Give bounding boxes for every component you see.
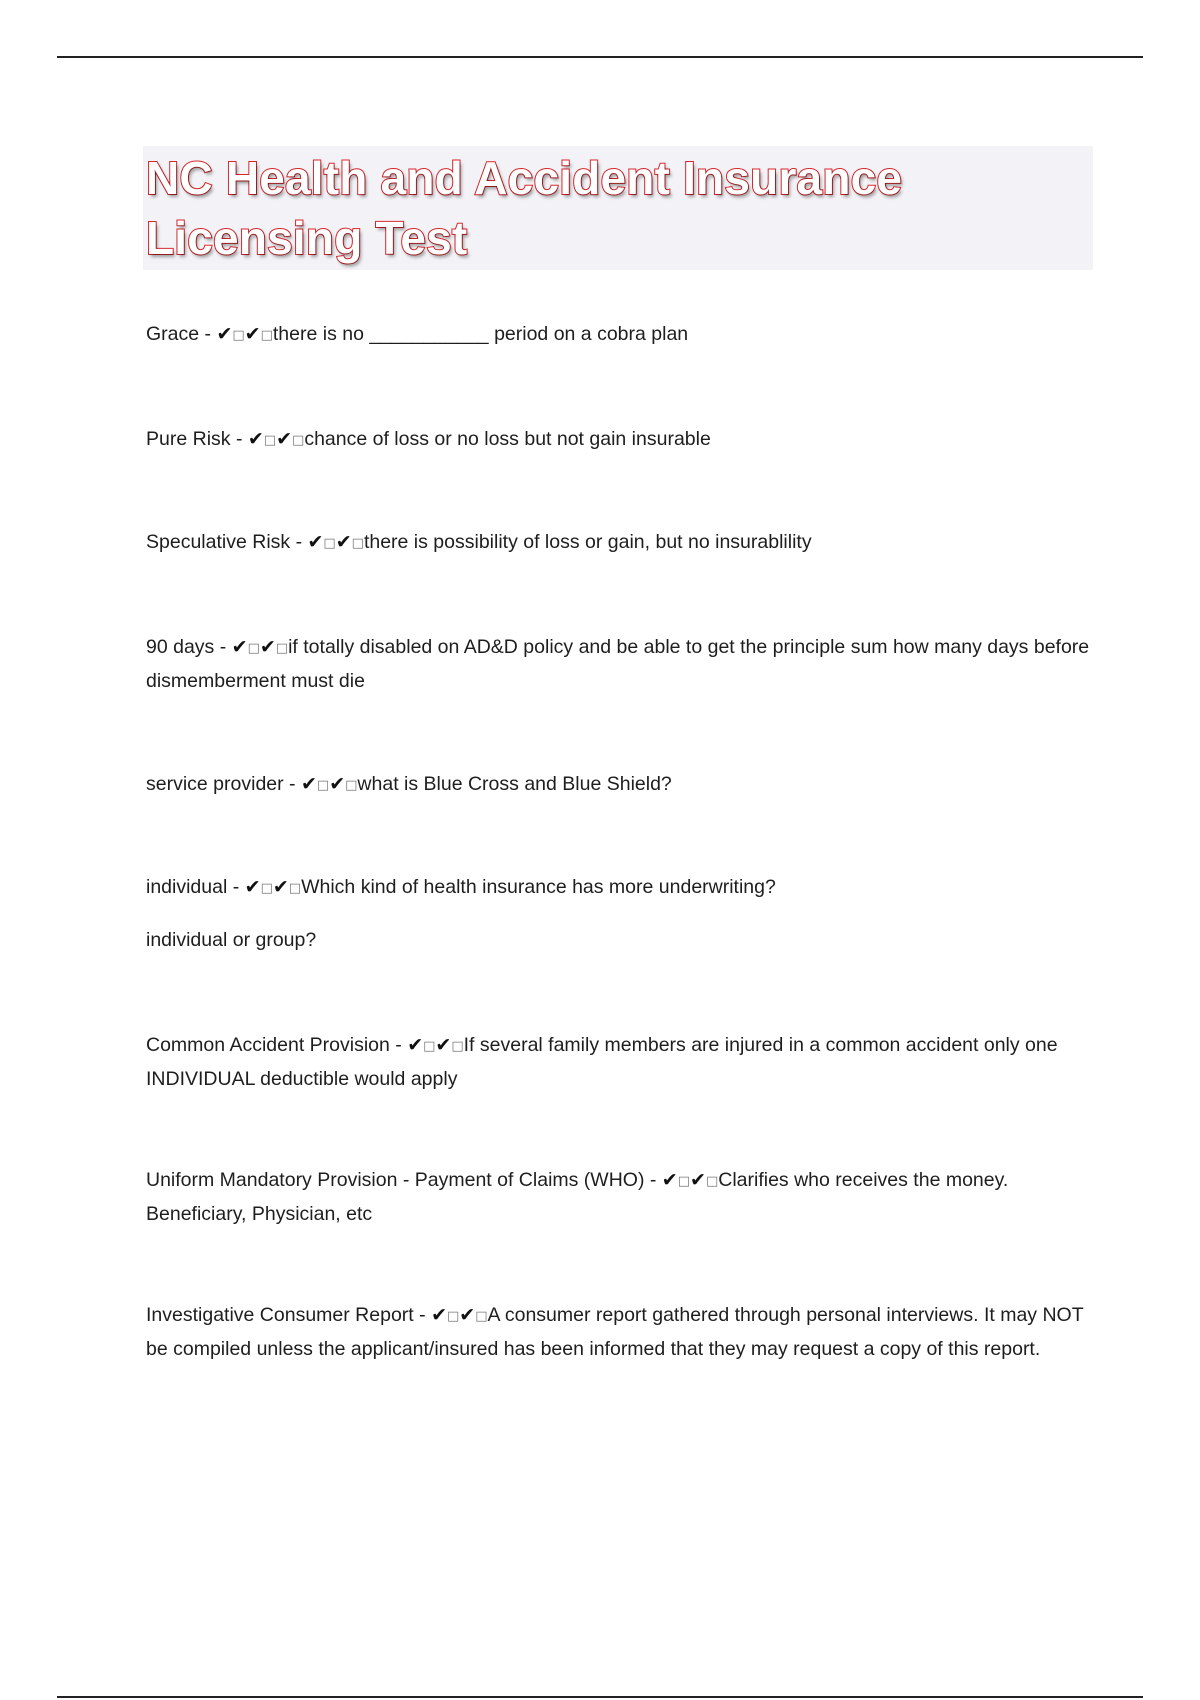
- box-icon: □: [288, 881, 302, 896]
- box-icon: □: [260, 881, 273, 896]
- qa-item-90-days: 90 days - ✔□✔□if totally disabled on AD&D policy and be able to get the principle sum how many days before dismemberment must die: [146, 636, 1090, 692]
- box-icon: □: [316, 778, 330, 793]
- checkmark-icon: ✔: [307, 531, 324, 553]
- checkmark-icon: ✔: [329, 773, 346, 795]
- box-icon: □: [351, 536, 364, 551]
- qa-definition: there is possibility of loss or gain, but no insurablility: [363, 531, 812, 553]
- qa-term: Speculative Risk: [146, 531, 291, 553]
- qa-item-service-provider: service provider - ✔□✔□what is Blue Cross and Blue Shield?: [146, 773, 672, 795]
- box-icon: □: [475, 1309, 488, 1324]
- box-icon: □: [263, 433, 277, 448]
- checkmark-icon: ✔: [661, 1169, 678, 1191]
- qa-definition: Clarifies who receives the money. Beneficiary, Physician, etc: [146, 1169, 1009, 1225]
- qa-item-speculative-risk: Speculative Risk - ✔□✔□there is possibility of loss or gain, but no insurablility: [146, 531, 812, 553]
- qa-term: Investigative Consumer Report: [146, 1304, 414, 1326]
- qa-item-pure-risk: Pure Risk - ✔□✔□chance of loss or no loss but not gain insurable: [146, 428, 711, 450]
- qa-definition: A consumer report gathered through personal interviews. It may NOT be compiled unless the applicant/insured has been informed that they may request a copy of this report.: [146, 1304, 1084, 1360]
- checkmark-icon: ✔: [276, 428, 293, 450]
- qa-item-individual-followup: [146, 924, 1096, 956]
- box-icon: □: [677, 1174, 691, 1189]
- qa-term: Uniform Mandatory Provision - Payment of Claims (WHO): [146, 1169, 645, 1191]
- box-icon: □: [423, 1039, 436, 1054]
- checkmark-icon: ✔: [435, 1034, 452, 1056]
- checkmark-icon: ✔: [247, 428, 264, 450]
- box-icon: □: [247, 641, 260, 656]
- checkmark-icon: ✔: [272, 876, 289, 898]
- checkmark-icon: ✔: [300, 773, 317, 795]
- top-rule: [57, 56, 1143, 58]
- checkmark-icon: ✔: [231, 636, 248, 658]
- qa-item-grace: Grace - ✔□✔□there is no ___________ period on a cobra plan: [146, 323, 689, 345]
- box-icon: □: [446, 1309, 460, 1324]
- checkmark-icon: ✔: [335, 531, 352, 553]
- box-icon: □: [345, 778, 358, 793]
- qa-term: Grace: [146, 323, 200, 345]
- box-icon: □: [705, 1174, 719, 1189]
- checkmark-icon: ✔: [244, 323, 261, 345]
- qa-term: 90 days: [146, 636, 215, 658]
- qa-item-individual: individual - ✔□✔□Which kind of health insurance has more underwriting?: [146, 876, 776, 898]
- qa-term: Pure Risk: [146, 428, 231, 450]
- qa-definition: If several family members are injured in a common accident only one INDIVIDUAL deductible would apply: [146, 1034, 1058, 1090]
- qa-definition: there is no ___________ period on a cobra plan: [272, 323, 689, 345]
- qa-definition: chance of loss or no loss but not gain insurable: [304, 428, 711, 450]
- qa-item-investigative-consumer-report: Investigative Consumer Report - ✔□✔□A consumer report gathered through personal interviews. It may NOT be compiled unless the applicant/insured has been informed that they may request a copy of this report.: [146, 1304, 1084, 1360]
- checkmark-icon: ✔: [459, 1304, 476, 1326]
- checkmark-icon: ✔: [244, 876, 261, 898]
- bottom-rule: [57, 1696, 1143, 1698]
- qa-extra-text: individual or group?: [146, 929, 317, 951]
- qa-item-common-accident-provision: Common Accident Provision - ✔□✔□If several family members are injured in a common accident only one INDIVIDUAL deductible would apply: [146, 1034, 1058, 1090]
- box-icon: □: [292, 433, 305, 448]
- checkmark-icon: ✔: [690, 1169, 706, 1191]
- qa-definition: Which kind of health insurance has more underwriting?: [301, 876, 776, 898]
- box-icon: □: [275, 641, 289, 656]
- title-line-1: NC Health and Accident Insurance: [146, 152, 903, 204]
- box-icon: □: [323, 536, 336, 551]
- document-title: [146, 148, 1086, 268]
- qa-item-payment-of-claims: Uniform Mandatory Provision - Payment of Claims (WHO) - ✔□✔□Clarifies who receives the money. Beneficiary, Physician, etc: [146, 1169, 1009, 1225]
- title-line-2: Licensing Test: [146, 212, 468, 264]
- qa-term: individual: [146, 876, 228, 898]
- qa-term: service provider: [146, 773, 284, 795]
- qa-definition: what is Blue Cross and Blue Shield?: [357, 773, 672, 795]
- checkmark-icon: ✔: [431, 1304, 447, 1326]
- checkmark-icon: ✔: [216, 323, 233, 345]
- box-icon: □: [451, 1039, 464, 1054]
- box-icon: □: [232, 328, 245, 343]
- qa-term: Common Accident Provision: [146, 1034, 390, 1056]
- checkmark-icon: ✔: [259, 636, 276, 658]
- checkmark-icon: ✔: [407, 1034, 424, 1056]
- box-icon: □: [260, 328, 273, 343]
- qa-definition: if totally disabled on AD&D policy and be able to get the principle sum how many days before dismemberment must die: [146, 636, 1090, 692]
